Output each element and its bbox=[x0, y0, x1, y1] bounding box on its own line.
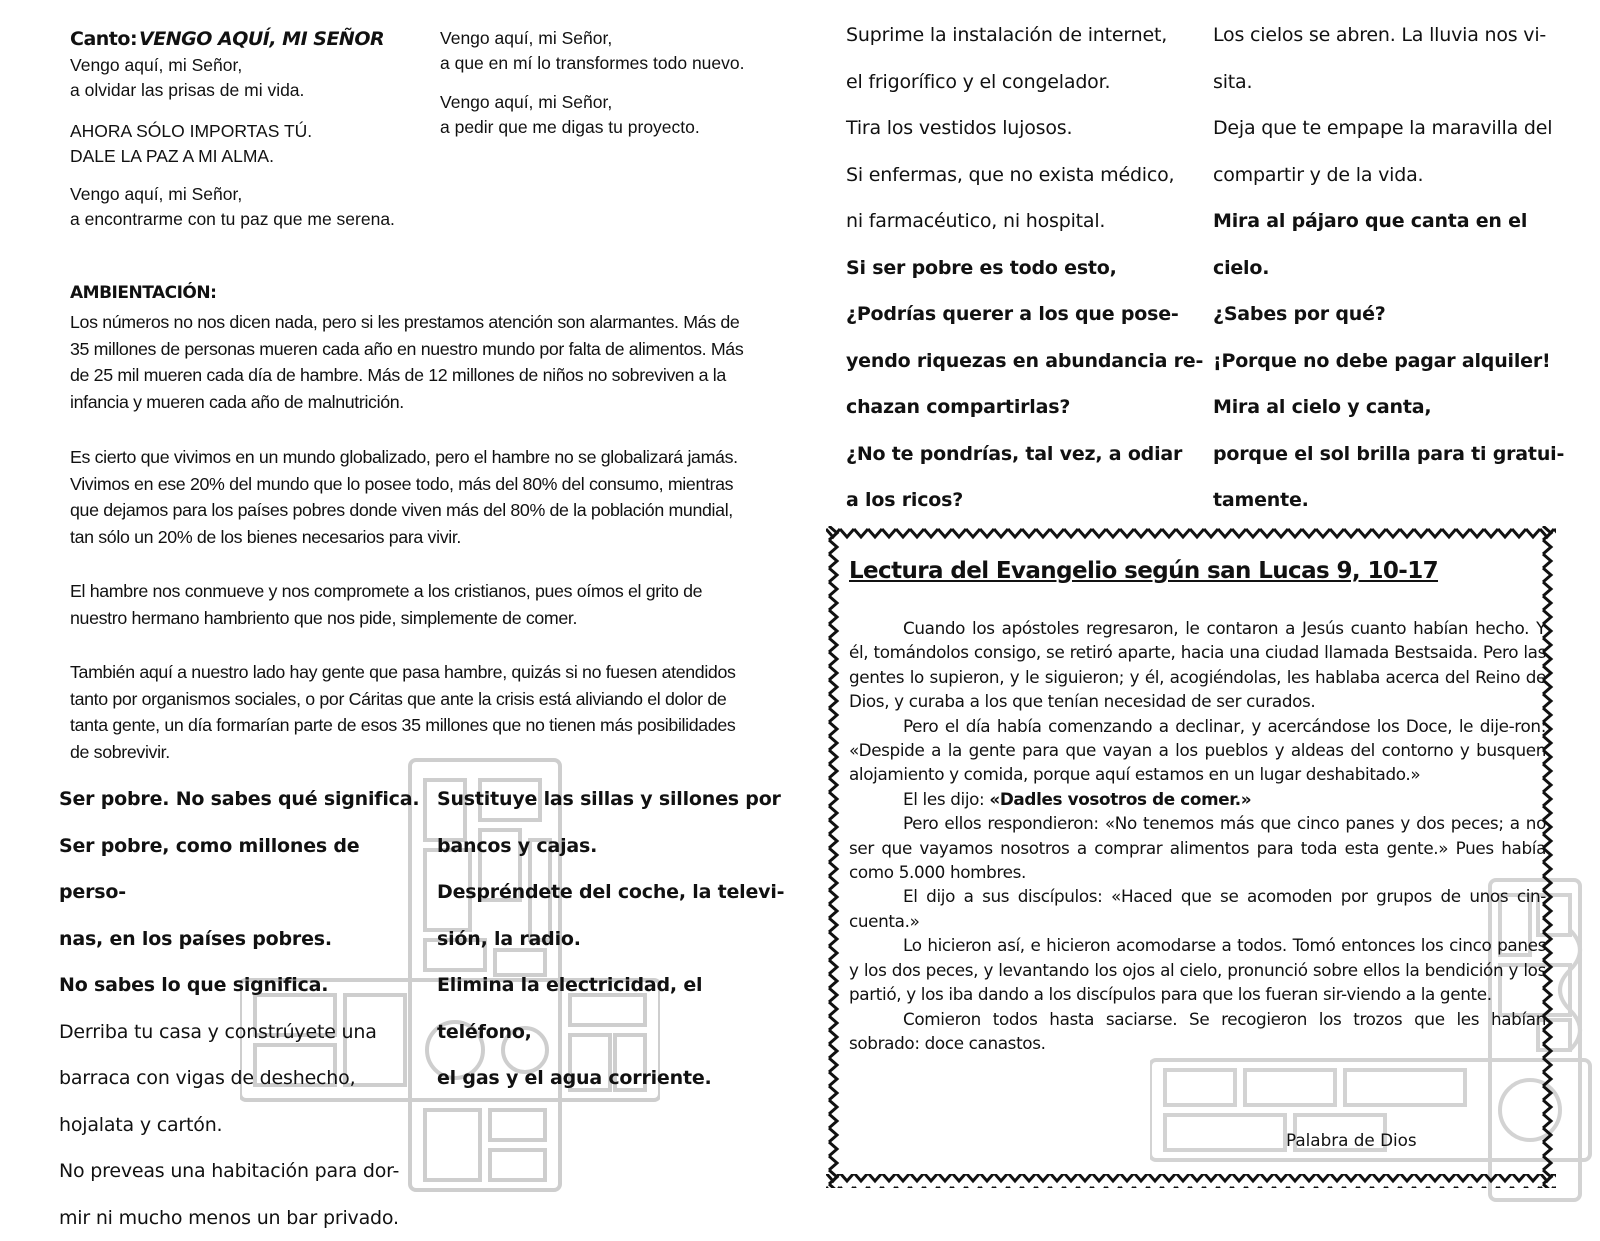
poem-line: hojalata y cartón. bbox=[59, 1102, 429, 1149]
text-line: que dejamos para los países pobres donde viven más del 80% de la población mundial, bbox=[70, 497, 787, 524]
poem-line: Los cielos se abren. La lluvia nos vi- bbox=[1213, 12, 1583, 59]
poem-line: sita. bbox=[1213, 59, 1583, 106]
poem-line: a los ricos? bbox=[846, 477, 1206, 524]
ambientacion-paragraph-2 bbox=[70, 444, 787, 550]
poem-line: Derriba tu casa y constrúyete una bbox=[59, 1009, 429, 1056]
poem-line: mir ni mucho menos un bar privado. bbox=[59, 1195, 429, 1241]
text-line: 35 millones de personas mueren cada año en nuestro mundo por falta de alimentos. Más bbox=[70, 336, 787, 363]
text-line: tan sólo un 20% de los bienes necesarios para vivir. bbox=[70, 524, 787, 551]
verse-line: Vengo aquí, mi Señor, bbox=[440, 90, 700, 115]
poem-line: compartir y de la vida. bbox=[1213, 152, 1583, 199]
poem-line: Despréndete del coche, la televi- bbox=[437, 869, 797, 916]
canto-verse-2 bbox=[70, 182, 395, 232]
ambientacion-paragraph-4 bbox=[70, 659, 787, 765]
palabra-de-dios: Palabra de Dios bbox=[1286, 1130, 1417, 1150]
poem-line: barraca con vigas de deshecho, bbox=[59, 1055, 429, 1102]
gospel-paragraph: Pero ellos respondieron: «No tenemos más que cinco panes y dos peces; a no ser que vayamos nosotros a comprar alimentos para toda esta gente.» Pues había como 5.000 hombres. bbox=[849, 811, 1546, 884]
text-line: infancia y mueren cada año de malnutrición. bbox=[70, 389, 787, 416]
ambientacion-paragraph-3 bbox=[70, 578, 787, 631]
poem-line: ¿No te pondrías, tal vez, a odiar bbox=[846, 431, 1206, 478]
verse-line: DALE LA PAZ A MI ALMA. bbox=[70, 144, 312, 169]
poem-line: chazan compartirlas? bbox=[846, 384, 1206, 431]
gospel-paragraph: Cuando los apóstoles regresaron, le contaron a Jesús cuanto habían hecho. Y él, tomándolos consigo, se retiró aparte, hacia una ciudad llamada Bestsaida. Pero las gentes lo supieron, y le siguieron; y él, acogiéndolas, les hablaba acerca del Reino de Dios, y curaba a los que tenían necesidad de ser curados. bbox=[849, 616, 1546, 714]
verse-line: a encontrarme con tu paz que me serena. bbox=[70, 207, 395, 232]
poem-line: Mira al cielo y canta, bbox=[1213, 384, 1583, 431]
gospel-paragraph: Lo hicieron así, e hicieron acomodarse a todos. Tomó entonces los cinco panes y los dos peces, y levantando los ojos al cielo, pronunció sobre ellos la bendición y los partió, y los iba dando a los discípulos para que los fueran sir-viendo a la gente. bbox=[849, 933, 1546, 1006]
gospel-paragraph: El dijo a sus discípulos: «Haced que se acomoden por grupos de unos cin-cuenta.» bbox=[849, 884, 1546, 933]
poem-line: porque el sol brilla para ti gratui- bbox=[1213, 431, 1583, 478]
gospel-paragraph: Comieron todos hasta saciarse. Se recogieron los trozos que les habían sobrado: doce canastos. bbox=[849, 1007, 1546, 1056]
poem-line: sión, la radio. bbox=[437, 916, 797, 963]
poem-line: tamente. bbox=[1213, 477, 1583, 524]
canto-chorus bbox=[70, 119, 312, 169]
text-line: tanta gente, un día formarían parte de esos 35 millones que no tienen más posibilidades bbox=[70, 712, 787, 739]
verse-line: a pedir que me digas tu proyecto. bbox=[440, 115, 700, 140]
poem-column-a bbox=[59, 776, 429, 1241]
gospel-paragraph: Pero el día había comenzando a declinar, y acercándose los Doce, le dije-ron: «Despide a la gente para que vayan a los pueblos y aldeas del contorno y busquen alojamiento y comida, porque aquí estamos en un lugar deshabitado.» bbox=[849, 714, 1546, 787]
poem-line: Mira al pájaro que canta en el bbox=[1213, 198, 1583, 245]
poem-line: nas, en los países pobres. bbox=[59, 916, 429, 963]
poem-line: ¡Porque no debe pagar alquiler! bbox=[1213, 338, 1583, 385]
poem-line: el frigorífico y el congelador. bbox=[846, 59, 1206, 106]
poem-line: Si ser pobre es todo esto, bbox=[846, 245, 1206, 292]
text-line: de 25 mil mueren cada día de hambre. Más de 12 millones de niños no sobreviven a la bbox=[70, 362, 787, 389]
poem-line: Deja que te empape la maravilla del bbox=[1213, 105, 1583, 152]
ambientacion-paragraph-1 bbox=[70, 309, 787, 415]
gospel-inline-text: El les dijo: bbox=[903, 789, 989, 809]
poem-column-d bbox=[1213, 12, 1583, 524]
poem-line: No preveas una habitación para dor- bbox=[59, 1148, 429, 1195]
poem-line: Elimina la electricidad, el teléfono, bbox=[437, 962, 797, 1055]
poem-line: Suprime la instalación de internet, bbox=[846, 12, 1206, 59]
poem-line: Si enfermas, que no exista médico, bbox=[846, 152, 1206, 199]
poem-line: Ser pobre, como millones de perso- bbox=[59, 823, 429, 916]
verse-line: Vengo aquí, mi Señor, bbox=[440, 26, 744, 51]
poem-line: Sustituye las sillas y sillones por bbox=[437, 776, 797, 823]
gospel-text bbox=[849, 616, 1546, 1055]
canto-verse-1 bbox=[70, 53, 304, 103]
poem-line: yendo riquezas en abundancia re- bbox=[846, 338, 1206, 385]
poem-line: Tira los vestidos lujosos. bbox=[846, 105, 1206, 152]
canto-verse-4 bbox=[440, 90, 700, 140]
poem-column-c bbox=[846, 12, 1206, 524]
poem-line: ¿Podrías querer a los que pose- bbox=[846, 291, 1206, 338]
verse-line: Vengo aquí, mi Señor, bbox=[70, 53, 304, 78]
text-line: de sobrevivir. bbox=[70, 739, 787, 766]
verse-line: a olvidar las prisas de mi vida. bbox=[70, 78, 304, 103]
gospel-paragraph bbox=[849, 787, 1546, 811]
poem-line: el gas y el agua corriente. bbox=[437, 1055, 797, 1102]
canto-title bbox=[70, 28, 384, 50]
verse-line: Vengo aquí, mi Señor, bbox=[70, 182, 395, 207]
text-line: Vivimos en ese 20% del mundo que lo posee todo, más del 80% del consumo, mientras bbox=[70, 471, 787, 498]
poem-column-b bbox=[437, 776, 797, 1102]
verse-line: a que en mí lo transformes todo nuevo. bbox=[440, 51, 744, 76]
text-line: El hambre nos conmueve y nos compromete a los cristianos, pues oímos el grito de bbox=[70, 578, 787, 605]
verse-line: AHORA SÓLO IMPORTAS TÚ. bbox=[70, 119, 312, 144]
canto-separator: : bbox=[130, 28, 137, 50]
gospel-title: Lectura del Evangelio según san Lucas 9, 10-17 bbox=[849, 558, 1438, 584]
text-line: También aquí a nuestro lado hay gente que pasa hambre, quizás si no fuesen atendidos bbox=[70, 659, 787, 686]
canto-verse-3 bbox=[440, 26, 744, 76]
poem-line: No sabes lo que significa. bbox=[59, 962, 429, 1009]
poem-line: ¿Sabes por qué? bbox=[1213, 291, 1583, 338]
song-title: VENGO AQUÍ, MI SEÑOR bbox=[139, 28, 384, 50]
canto-label: Canto bbox=[70, 28, 130, 50]
poem-line: cielo. bbox=[1213, 245, 1583, 292]
text-line: Los números no nos dicen nada, pero si les prestamos atención son alarmantes. Más de bbox=[70, 309, 787, 336]
gospel-quote-bold: «Dadles vosotros de comer.» bbox=[989, 789, 1251, 809]
poem-line: ni farmacéutico, ni hospital. bbox=[846, 198, 1206, 245]
text-line: Es cierto que vivimos en un mundo globalizado, pero el hambre no se globalizará jamás. bbox=[70, 444, 787, 471]
text-line: nuestro hermano hambriento que nos pide, simplemente de comer. bbox=[70, 605, 787, 632]
text-line: tanto por organismos sociales, o por Cáritas que ante la crisis está aliviando el dolor de bbox=[70, 686, 787, 713]
poem-line: bancos y cajas. bbox=[437, 823, 797, 870]
ambientacion-title: AMBIENTACIÓN: bbox=[70, 283, 216, 303]
poem-line: Ser pobre. No sabes qué significa. bbox=[59, 776, 429, 823]
